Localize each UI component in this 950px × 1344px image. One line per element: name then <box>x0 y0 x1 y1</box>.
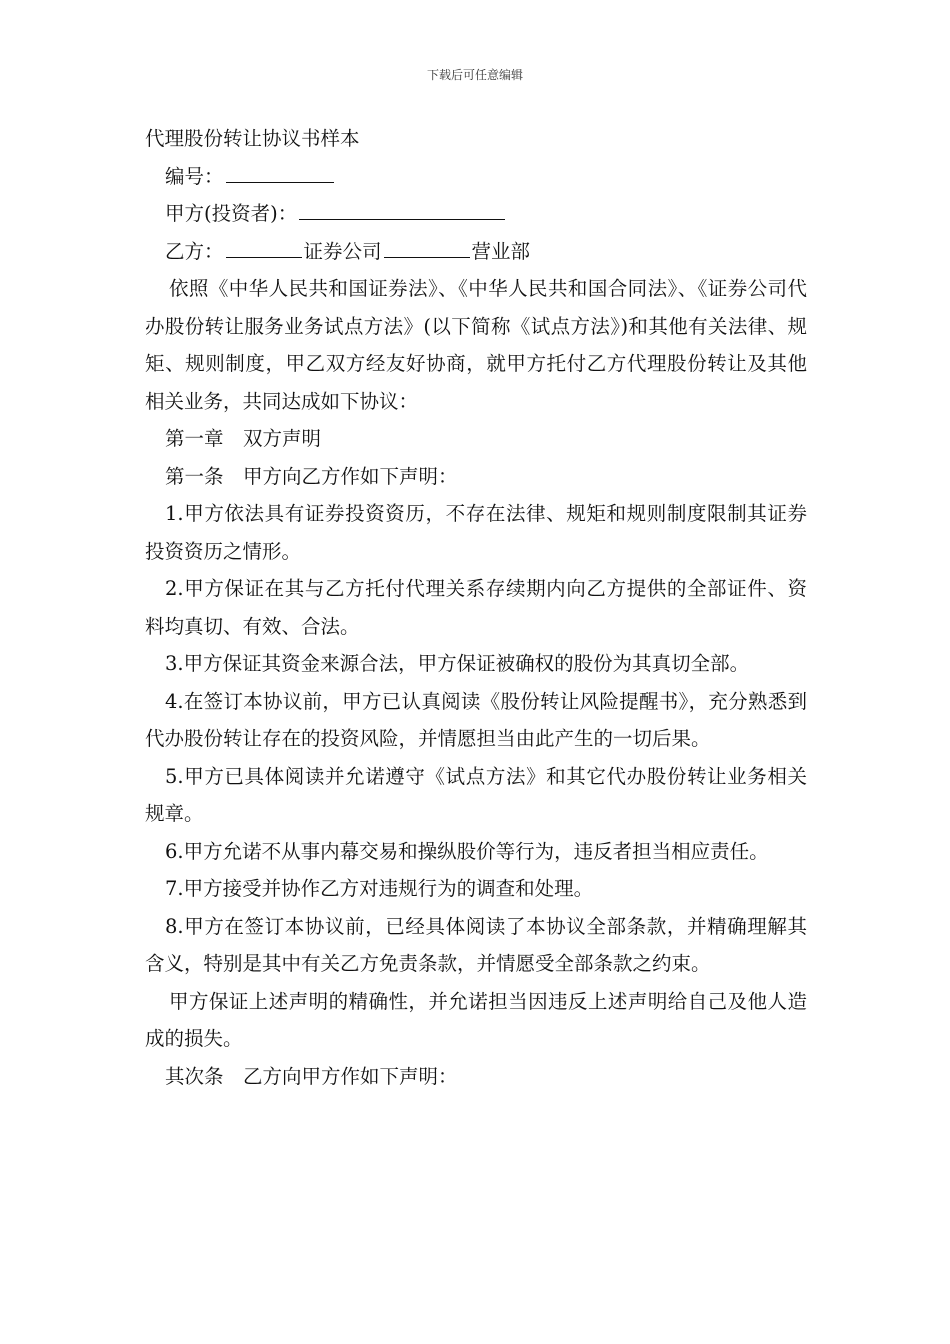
guarantee-paragraph: 甲方保证上述声明的精确性，并允诺担当因违反上述声明给自己及他人造成的损失。 <box>145 989 807 1050</box>
declaration-item: 1.甲方依法具有证券投资资历，不存在法律、规矩和规则制度限制其证券投资资历之情形。 <box>145 502 807 563</box>
branch-blank <box>384 237 470 258</box>
chapter-heading: 第一章 双方声明 <box>165 427 322 450</box>
page-header: 下载后可任意编辑 <box>426 68 523 82</box>
declaration-item: 3.甲方保证其资金来源合法，甲方保证被确权的股份为其真切全部。 <box>165 652 750 675</box>
document-title: 代理股份转让协议书样本 <box>145 127 360 150</box>
declaration-item: 8.甲方在签订本协议前，已经具体阅读了本协议全部条款，并精确理解其含义，特别是其中有关乙方免责条款，并情愿受全部条款之约束。 <box>145 914 807 975</box>
securities-company-blank <box>226 237 302 258</box>
party-b-label: 乙方： <box>165 239 224 263</box>
party-b-end: 营业部 <box>471 239 531 263</box>
declaration-item: 6.甲方允诺不从事内幕交易和操纵股价等行为，违反者担当相应责任。 <box>165 839 769 863</box>
party-a-blank <box>299 199 505 220</box>
party-b-mid: 证券公司 <box>303 239 382 263</box>
party-a-line <box>145 195 807 233</box>
article-heading-2: 其次条 乙方向甲方作如下声明： <box>165 1064 458 1088</box>
preamble-paragraph: 依照《中华人民共和国证券法》、《中华人民共和国合同法》、《证券公司代办股份转让服务业务试点方法》(以下简称《试点方法》)和其他有关法律、规矩、规则制度，甲乙双方经友好协商，就甲方托付乙方代理股份转让及其他相关业务，共同达成如下协议： <box>145 277 807 413</box>
number-label: 编号： <box>165 164 224 188</box>
article-heading-1: 第一条 甲方向乙方作如下声明： <box>165 464 458 488</box>
document-body <box>145 120 807 1095</box>
declaration-item: 5.甲方已具体阅读并允诺遵守《试点方法》和其它代办股份转让业务相关规章。 <box>145 764 807 825</box>
declaration-item: 4.在签订本协议前，甲方已认真阅读《股份转让风险提醒书》，充分熟悉到代办股份转让存在的投资风险，并情愿担当由此产生的一切后果。 <box>145 689 807 750</box>
party-b-line <box>145 233 807 271</box>
declaration-item: 2.甲方保证在其与乙方托付代理关系存续期内向乙方提供的全部证件、资料均真切、有效、合法。 <box>145 577 807 638</box>
declaration-item: 7.甲方接受并协作乙方对违规行为的调查和处理。 <box>165 877 594 900</box>
party-a-label: 甲方(投资者)： <box>165 202 298 225</box>
number-blank <box>226 162 334 183</box>
number-line <box>145 158 807 196</box>
